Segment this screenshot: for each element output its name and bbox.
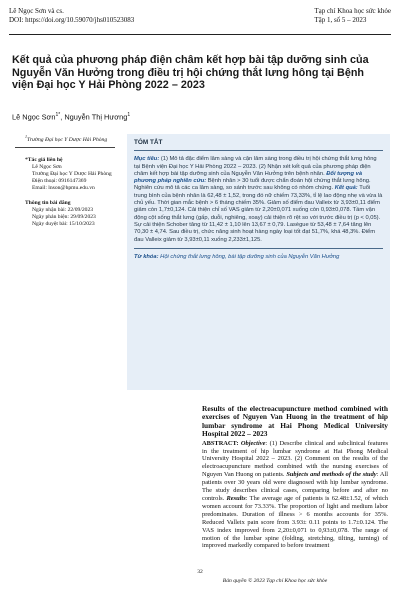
english-abstract-body [202,440,388,551]
author-1-mark: 1* [55,112,61,118]
contact-label: *Tác giả liên hệ [25,156,63,163]
english-objective-label: Objective [240,439,266,447]
english-abstract-label: ABSTRACT: [202,439,239,447]
results-label: Kết quả: [334,185,358,192]
keywords-text: Hội chứng thắt lưng hông, bài tập dưỡng sinh của Nguyễn Văn Hưởng [158,253,340,260]
keywords-divider [134,248,383,249]
contact-phone: Điện thoại: 0916147369 [32,177,87,184]
abstract-heading: TÓM TẮT [134,139,163,146]
copyright: Bản quyền © 2023 Tạp chí Khoa học sức khỏe [222,578,328,584]
english-title: Results of the electroacupuncture method combined with exercises of Nguyen Van Huong in the treatment of hip lumbar syndrome at Hai Phong Medical University Hospital 2022 – 2023 [202,404,388,439]
methods-text: Bệnh nhân > 30 tuổi được chẩn đoán hội chứng thắt lưng hông. Nghiên cứu mô tả các ca lâm sàng, so sánh trước sau không có nhóm chứng. [134,178,371,192]
header-right [314,7,391,25]
objective-label: Mục tiêu: [134,156,160,163]
english-objective-text: : (1) Describe clinical and subclinical features in the treatment of hip lumbar syndrome at Hai Phong Medical University Hospital 2022 – 2023. (2) Comment on the results of the electroacupuncture method combined with the nursing exercises of Nguyen Van Huong on patients. [202,439,388,479]
article-title: Kết quả của phương pháp điện châm kết hợp bài tập dưỡng sinh của Nguyễn Văn Hưởng trong điều trị hội chứng thắt lưng hông tại Bệnh viện Đại học Y Hải Phòng 2022 – 2023 [12,54,369,92]
date-reviewed: Ngày phản biện: 29/09/2023 [32,213,96,220]
article-sidebar [15,133,115,228]
author-1: Lê Ngọc Sơn [12,112,56,122]
author-2-mark: 1 [127,112,131,118]
header-doi[interactable]: DOI: https://doi.org/10.59070/jhs010523083 [9,16,135,24]
author-separator: , [60,112,65,122]
contact-org: Trường Đại học Y Dược Hải Phòng [32,170,112,177]
contact-email[interactable]: Email: lnson@hpmu.edu.vn [32,184,95,191]
methods-label: Đối tượng và phương pháp nghiên cứu: [134,170,363,185]
english-methods-text: : All patients over 30 years old were diagnosed with hip lumbar syndrome. The study describes clinical cases, comparing before and after no controls. [202,471,388,502]
header-left [9,7,134,25]
affiliation-mark: 1 [25,134,27,139]
results-text: Tuổi trung bình của bệnh nhân là 62,48 ± 1,52, trong đó nữ chiếm 73,33%, tỉ lệ lao động nhẹ và vừa là chủ yếu. Thời gian mắc bệnh > 6 tháng chiếm 35%. Giảm số điểm đau Valleix từ 3,93±0,11 điểm giảm còn 1,7±0,124. Cải thiện chỉ số VAS giảm từ 2,20±0,071 xuống còn 0,93±0,078. Tầm vận động cột sống thắt lưng (gấp, duỗi, nghiêng, xoay) cải thiện rõ rệt so với trước điều trị (p < 0,05). Sự cải thiện Schober tăng từ 11,42 ± 1,10 lên 13,67 ± 0,79. Lasègue từ 53,48 ± 7,64 tăng lên 70,30 ± 4,74. Sau điều trị, chức năng sinh hoạt hàng ngày loại tốt đạt 51,7%, khá 48,3%. Điểm đau Valleix giảm từ 3,93±0,11 xuống 2,233±1,125. [134,185,383,243]
keywords [134,254,383,261]
english-results-label: Results [226,494,246,502]
page-footer [0,569,400,584]
objective-text: (1) Mô tả đặc điểm lâm sàng và cận lâm sàng trong điều trị hội chứng thắt lưng hông tại Bệnh viện Đại học Y Hải Phòng 2022 – 2023. (2) Nhận xét kết quả của phương pháp điện châm kết hợp bài tập dưỡng sinh của Nguyễn Văn Hưởng trên bệnh nhân. [134,156,377,177]
english-methods-label: Subjects and methods of the study [286,471,377,479]
author-2: Nguyễn Thị Hương [64,112,128,122]
abstract-vietnamese [127,134,390,390]
date-accepted: Ngày duyệt bài: 15/10/2023 [32,220,95,227]
author-line [12,112,130,121]
contact-name: Lê Ngọc Sơn [32,163,62,170]
affiliation [15,133,115,148]
header-journal: Tạp chí Khoa học sức khỏe [314,7,391,15]
header-authors: Lê Ngọc Sơn và cs. [9,7,64,15]
abstract-english [202,405,388,550]
abstract-body [134,156,383,244]
english-results-text: : The average age of patients is 62.48±1.52, of which women account for 73.33%. The proportion of light and medium labor predominates. Duration of illness > 6 months accounts for 35%. Reduced Valleix pain score from 3.93± 0.11 points to 1.7±0.124. The VAS index improved from 2,20±0,071 to 0,93±0,078. The range of motion of the lumbar spine (folding, stretching, tilting, turning) of improved markedly compared to before treatment [202,494,388,550]
affiliation-text: Trường Đại học Y Dược Hải Phòng [27,136,108,143]
date-received: Ngày nhận bài: 22/09/2023 [32,206,94,213]
keywords-label: Từ khóa: [134,253,159,260]
page-number: 32 [197,569,203,575]
header-volume: Tập 1, số 5 – 2023 [314,16,367,24]
running-header [9,7,391,35]
article-info-label: Thông tin bài đăng [25,199,71,206]
abstract-divider [134,150,383,151]
